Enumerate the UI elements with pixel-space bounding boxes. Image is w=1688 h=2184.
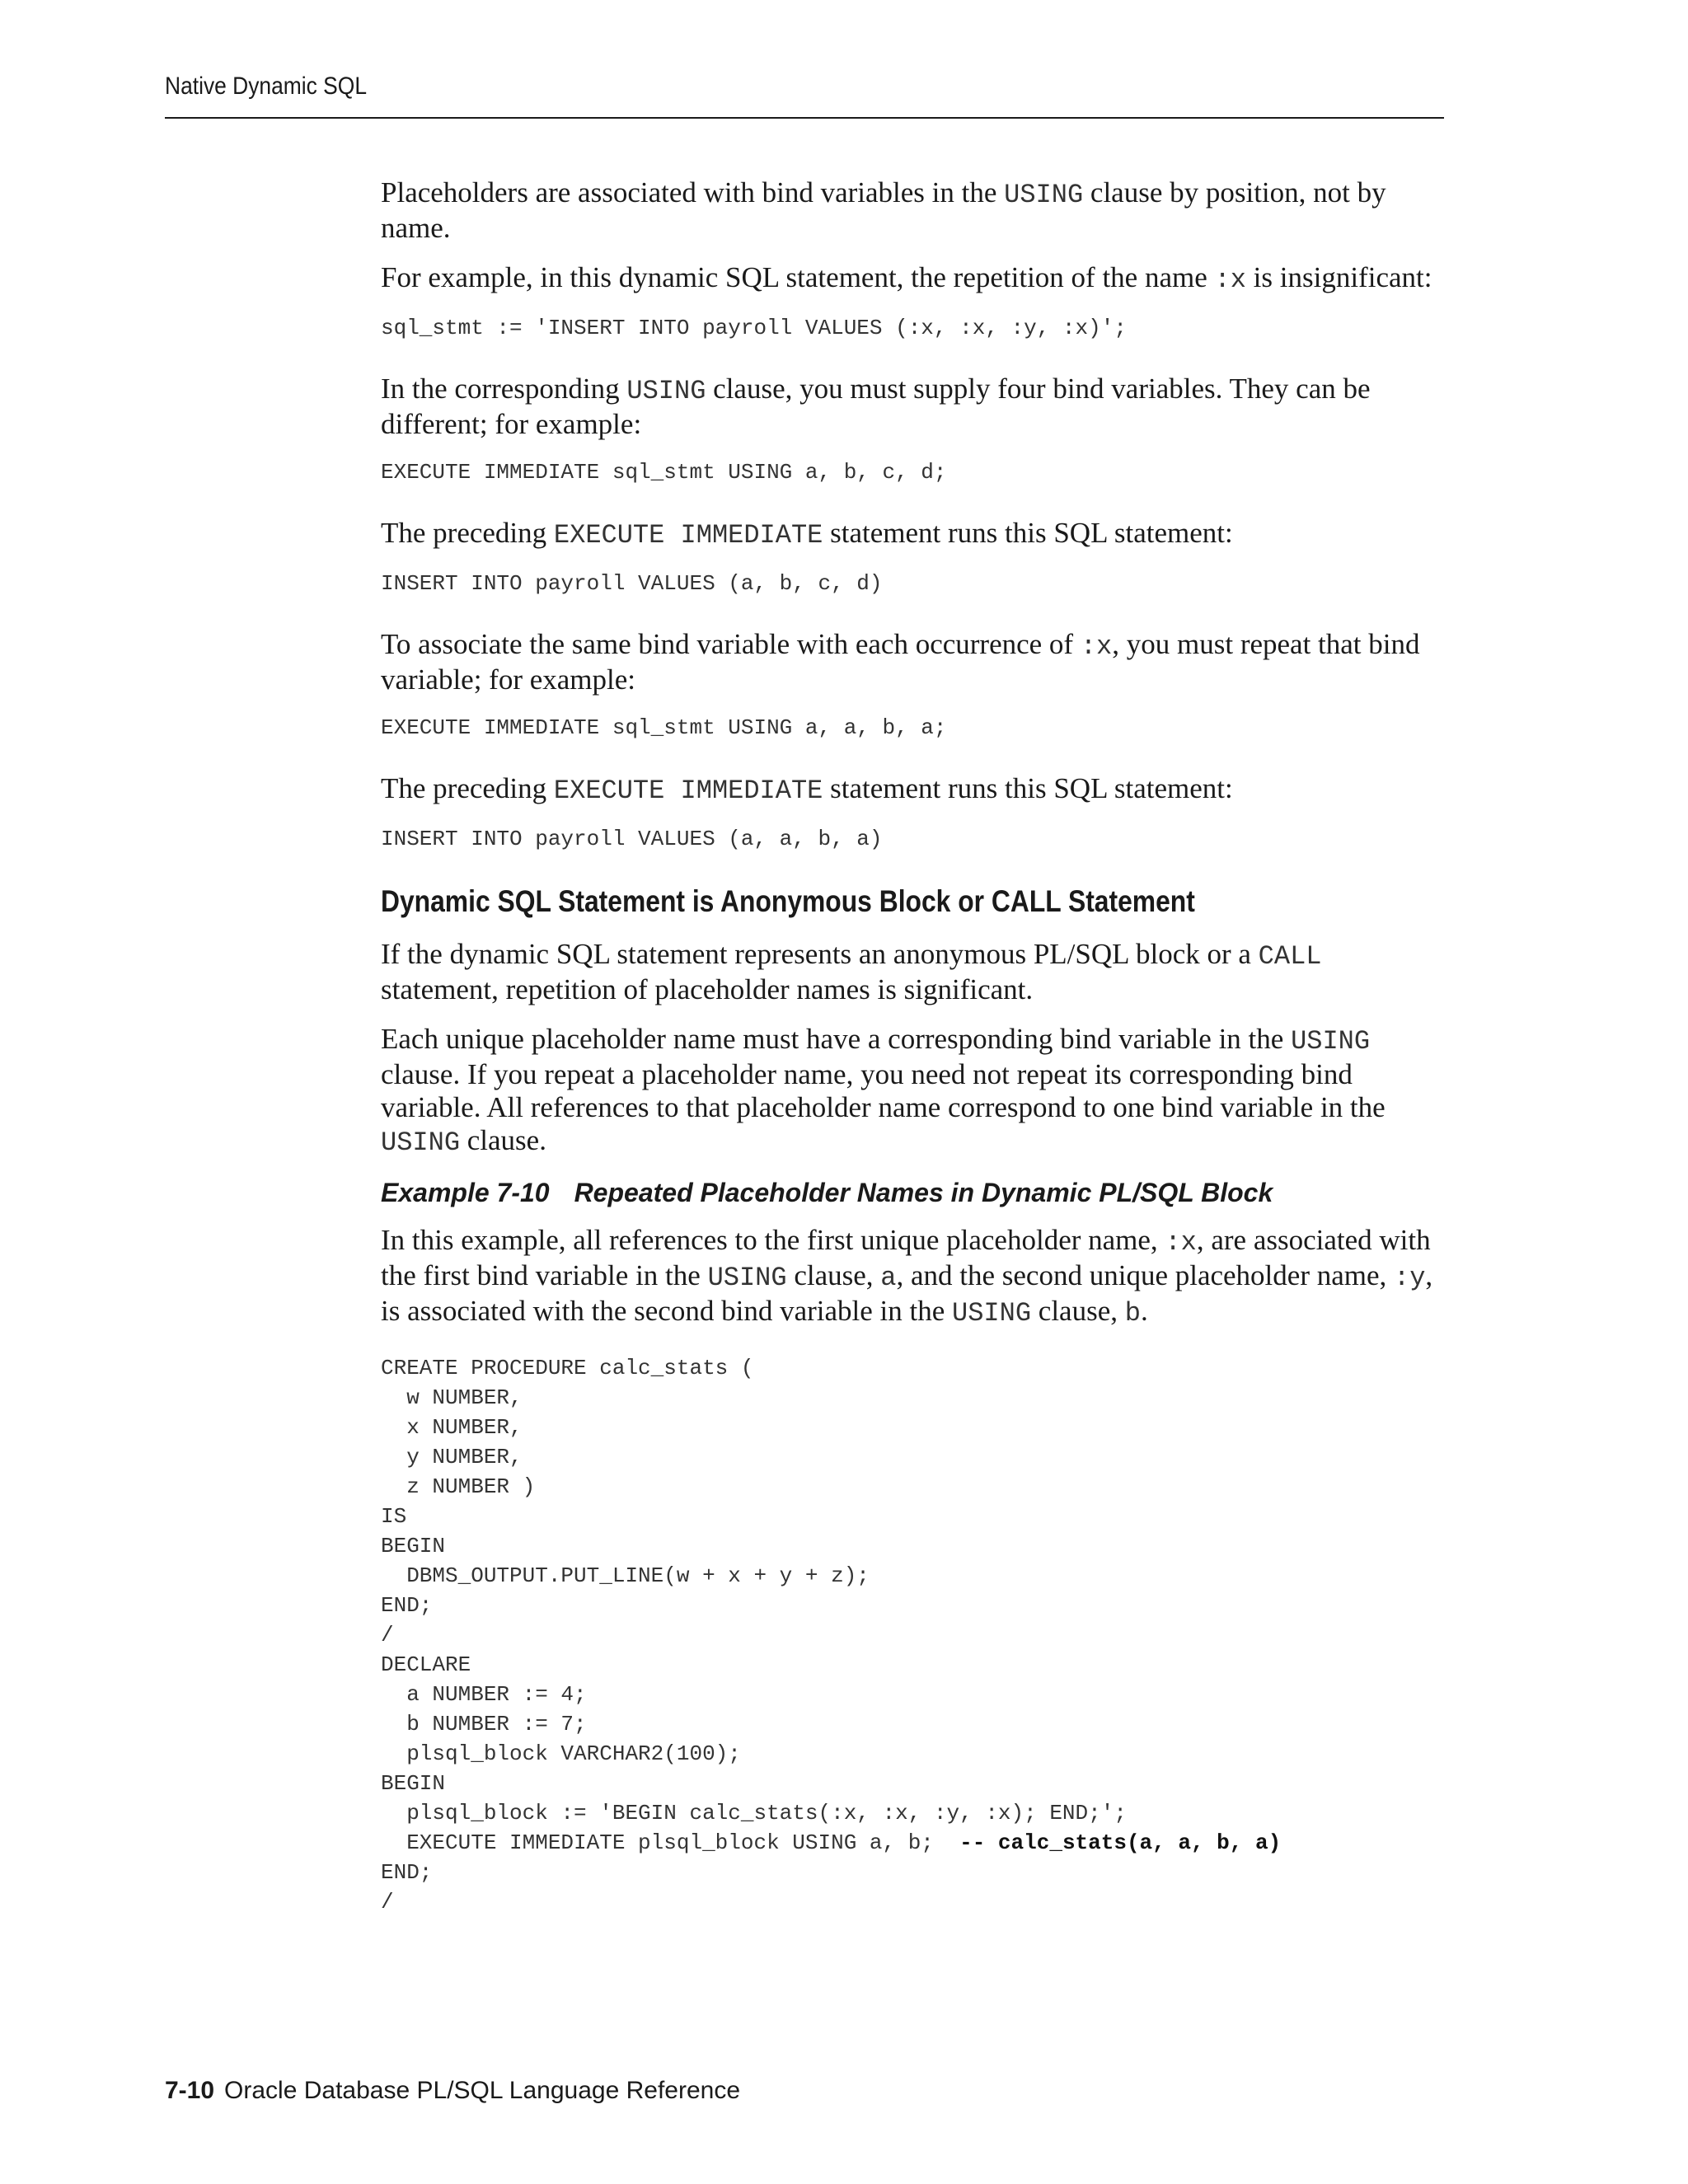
page-body [381, 176, 1444, 1917]
page-number: 7-10 [165, 2077, 215, 2104]
inline-code: USING [707, 1263, 787, 1293]
page-footer [165, 2077, 740, 2105]
book-title: Oracle Database PL/SQL Language Reference [224, 2077, 741, 2104]
inline-code: :x [1214, 265, 1246, 295]
code-insert-aaba: INSERT INTO payroll VALUES (a, a, b, a) [381, 827, 883, 851]
inline-code: USING [1291, 1026, 1371, 1057]
paragraph-using-clause: In the corresponding USING clause, you must supply four bind variables. They can be different; for example: [381, 373, 1371, 440]
inline-code: CALL [1258, 941, 1322, 972]
running-header: Native Dynamic SQL [165, 73, 368, 100]
code-insert-abcd: INSERT INTO payroll VALUES (a, b, c, d) [381, 571, 883, 596]
inline-code: a [880, 1263, 897, 1293]
paragraph-same-bind-variable: To associate the same bind variable with each occurrence of :x, you must repeat that bind variable; for example: [381, 628, 1420, 696]
paragraph-preceding-statement-2: The preceding EXECUTE IMMEDIATE statement runs this SQL statement: [381, 772, 1233, 806]
inline-code: :x [1165, 1227, 1197, 1258]
paragraph-placeholders-by-position: Placeholders are associated with bind variables in the USING clause by position, not by name. [381, 176, 1386, 244]
inline-code: USING [626, 376, 706, 406]
inline-code: b [1124, 1298, 1141, 1329]
inline-code: :y [1394, 1263, 1426, 1293]
header-rule [165, 117, 1444, 119]
inline-code: USING [952, 1298, 1032, 1329]
inline-code: EXECUTE IMMEDIATE [553, 520, 823, 551]
paragraph-anonymous-block: If the dynamic SQL statement represents an anonymous PL/SQL block or a CALL statement, repetition of placeholder names is significant. [381, 938, 1322, 1005]
listing-tail: END; / [381, 1860, 433, 1915]
listing-body: CREATE PROCEDURE calc_stats ( w NUMBER, x NUMBER, y NUMBER, z NUMBER ) IS BEGIN DBMS_OUTPUT.PUT_LINE(w + x + y + z); END; / DECLARE a NUMBER := 4; b NUMBER := 7; plsql_block VARCHAR2(100); BEGIN plsql_block := 'BEGIN calc_stats(:x, :x, :y, :x); END;'; EXECUTE IMMEDIATE plsql_block USING a, b; [381, 1356, 1127, 1855]
example-caption: Repeated Placeholder Names in Dynamic PL/SQL Block [574, 1178, 1273, 1207]
code-listing-calc-stats [381, 1353, 1444, 1917]
example-title [381, 1176, 1444, 1209]
paragraph-preceding-statement: The preceding EXECUTE IMMEDIATE statement runs this SQL statement: [381, 517, 1233, 551]
paragraph-example-description: In this example, all references to the first unique placeholder name, :x, are associated with the first bind variable in the USING clause, a, and the second unique placeholder name, :y, is associated with the second bind variable in the USING clause, b. [381, 1224, 1433, 1329]
code-sql-stmt: sql_stmt := 'INSERT INTO payroll VALUES (:x, :x, :y, :x)'; [381, 316, 1127, 340]
listing-comment: -- calc_stats(a, a, b, a) [959, 1830, 1282, 1855]
inline-code: :x [1080, 631, 1113, 662]
inline-code: USING [381, 1127, 461, 1158]
inline-code: USING [1004, 180, 1084, 210]
code-execute-immediate-abcd: EXECUTE IMMEDIATE sql_stmt USING a, b, c, d; [381, 460, 947, 485]
paragraph-unique-placeholder: Each unique placeholder name must have a corresponding bind variable in the USING clause. If you repeat a placeholder name, you need not repeat its corresponding bind variable. All references to that placeholder name correspond to one bind variable in the USING clause. [381, 1023, 1386, 1158]
paragraph-repetition-example: For example, in this dynamic SQL statement, the repetition of the name :x is insignificant: [381, 261, 1432, 295]
inline-code: EXECUTE IMMEDIATE [553, 776, 823, 806]
section-heading: Dynamic SQL Statement is Anonymous Block or CALL Statement [381, 884, 1195, 918]
code-execute-immediate-aaba: EXECUTE IMMEDIATE sql_stmt USING a, a, b, a; [381, 715, 947, 740]
example-number: Example 7-10 [381, 1178, 550, 1207]
